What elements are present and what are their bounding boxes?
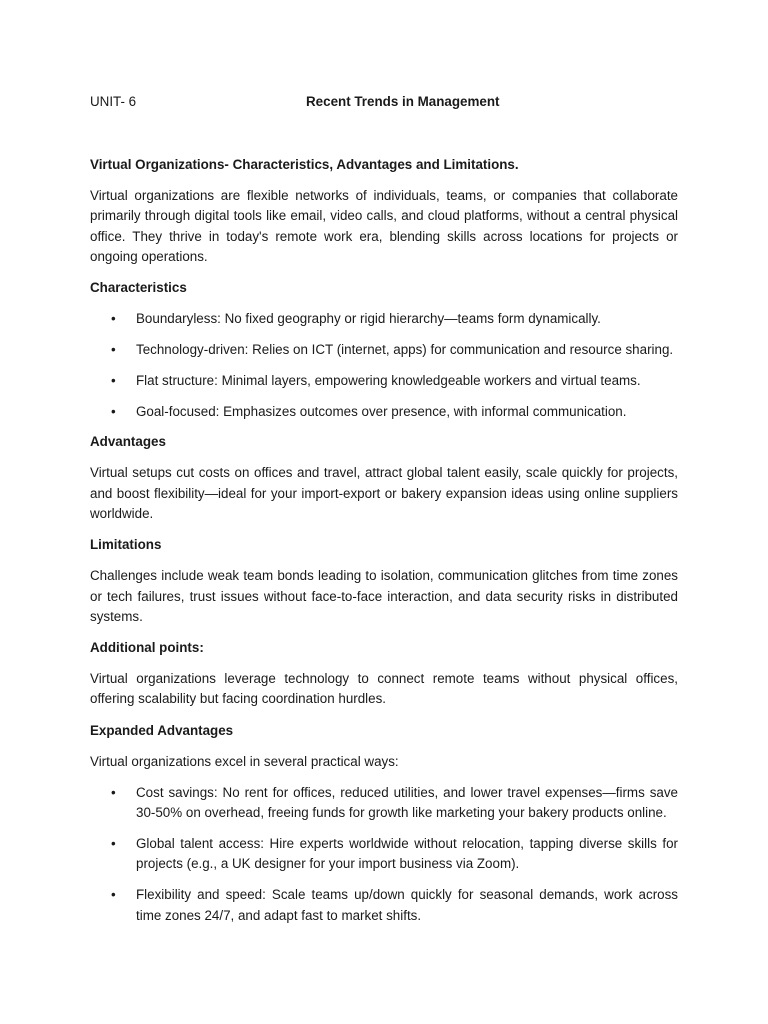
- list-item-text: Flexibility and speed: Scale teams up/down quickly for seasonal demands, work across time zones 24/7, and adapt fast to market shifts.: [136, 887, 678, 923]
- list-item-text: Global talent access: Hire experts worldwide without relocation, tapping diverse skills for projects (e.g., a UK designer for your import business via Zoom).: [136, 836, 678, 872]
- document-body: [90, 155, 678, 936]
- page-title: Recent Trends in Management: [306, 94, 500, 109]
- unit-label: UNIT- 6: [90, 94, 137, 109]
- list-item-text: Goal-focused: Emphasizes outcomes over presence, with informal communication.: [136, 403, 627, 419]
- list-item: [90, 834, 678, 875]
- list-item-text: Cost savings: No rent for offices, reduced utilities, and lower travel expenses—firms save 30-50% on overhead, freeing funds for growth like marketing your bakery products online.: [136, 785, 678, 821]
- intro-paragraph: Virtual organizations are flexible networks of individuals, teams, or companies that collaborate primarily through digital tools like email, video calls, and cloud platforms, without a central physical office. They thrive in today's remote work era, blending skills across locations for projects or ongoing operations.: [90, 188, 678, 264]
- bullet-icon: •: [111, 836, 116, 852]
- expanded-advantages-heading: Expanded Advantages: [90, 722, 234, 738]
- list-item-text: Boundaryless: No fixed geography or rigid hierarchy—teams form dynamically.: [136, 311, 601, 327]
- bullet-icon: •: [111, 785, 116, 801]
- list-item: [90, 783, 678, 824]
- section-heading: Virtual Organizations- Characteristics, Advantages and Limitations.: [90, 157, 519, 172]
- bullet-icon: •: [111, 403, 116, 419]
- expanded-advantages-list: [90, 783, 678, 926]
- list-item: [90, 885, 678, 926]
- limitations-heading: Limitations: [90, 537, 162, 553]
- additional-points-heading: Additional points:: [90, 640, 204, 656]
- list-item-text: Technology-driven: Relies on ICT (internet, apps) for communication and resource sharing.: [136, 341, 674, 357]
- advantages-paragraph: Virtual setups cut costs on offices and travel, attract global talent easily, scale quickly for projects, and boost flexibility—ideal for your import-export or bakery expansion ideas using online suppliers worldwide.: [90, 465, 678, 521]
- list-item: [90, 340, 678, 360]
- characteristics-list: [90, 309, 678, 422]
- list-item-text: Flat structure: Minimal layers, empowering knowledgeable workers and virtual teams.: [136, 372, 641, 388]
- bullet-icon: •: [111, 372, 116, 388]
- list-item: [90, 309, 678, 329]
- bullet-icon: •: [111, 341, 116, 357]
- characteristics-heading: Characteristics: [90, 280, 187, 296]
- advantages-heading: Advantages: [90, 434, 166, 450]
- list-item: [90, 402, 678, 422]
- additional-points-paragraph: Virtual organizations leverage technology to connect remote teams without physical offices, offering scalability but facing coordination hurdles.: [90, 671, 678, 707]
- expanded-advantages-intro: Virtual organizations excel in several practical ways:: [90, 753, 399, 769]
- limitations-paragraph: Challenges include weak team bonds leading to isolation, communication glitches from time zones or tech failures, trust issues without face-to-face interaction, and data security risks in distributed systems.: [90, 568, 678, 624]
- bullet-icon: •: [111, 311, 116, 327]
- list-item: [90, 371, 678, 391]
- page-header: [90, 94, 678, 114]
- bullet-icon: •: [111, 887, 116, 903]
